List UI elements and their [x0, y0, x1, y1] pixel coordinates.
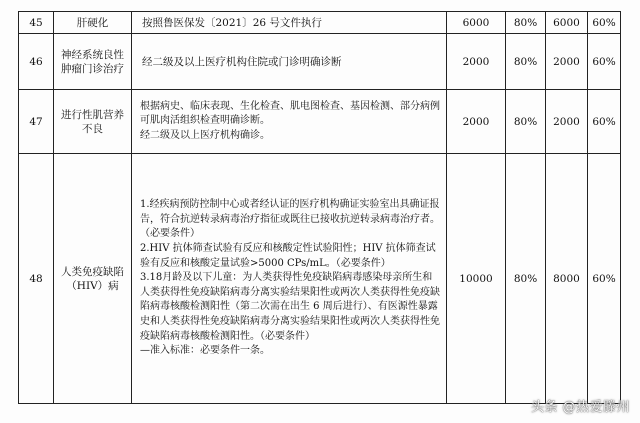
diagnosis-criteria: 按照鲁医保发〔2021〕26 号文件执行 — [132, 12, 447, 34]
table-row — [19, 12, 621, 34]
limit-amount-2: 8000 — [546, 154, 588, 404]
table-row — [19, 154, 621, 404]
reimburse-rate-2: 60% — [588, 34, 621, 90]
limit-amount-1: 2000 — [447, 34, 506, 90]
reimburse-rate-1: 80% — [506, 154, 546, 404]
row-number: 45 — [19, 12, 54, 34]
table-row — [19, 90, 621, 154]
disease-name: 人类免疫缺陷（HIV）病 — [54, 154, 132, 404]
row-number: 48 — [19, 154, 54, 404]
reimburse-rate-1: 80% — [506, 12, 546, 34]
limit-amount-2: 2000 — [546, 90, 588, 154]
reimburse-rate-1: 80% — [506, 90, 546, 154]
limit-amount-1: 6000 — [447, 12, 506, 34]
limit-amount-1: 2000 — [447, 90, 506, 154]
disease-name: 肝硬化 — [54, 12, 132, 34]
row-number: 47 — [19, 90, 54, 154]
reimburse-rate-2: 60% — [588, 154, 621, 404]
disease-criteria-table — [18, 11, 621, 404]
diagnosis-criteria: 根据病史、临床表现、生化检查、肌电图检查、基因检测、部分病例可肌肉活组织检查明确诊断。 经二级及以上医疗机构确诊。 — [132, 90, 447, 154]
disease-name: 进行性肌营养不良 — [54, 90, 132, 154]
reimburse-rate-2: 60% — [588, 12, 621, 34]
reimburse-rate-2: 60% — [588, 90, 621, 154]
diagnosis-criteria: 经二级及以上医疗机构住院或门诊明确诊断 — [132, 34, 447, 90]
disease-name: 神经系统良性肿瘤门诊治疗 — [54, 34, 132, 90]
watermark: 头条 @热爱滕州 — [530, 400, 630, 415]
limit-amount-1: 10000 — [447, 154, 506, 404]
limit-amount-2: 2000 — [546, 34, 588, 90]
diagnosis-criteria: 1.经疾病预防控制中心或者经认证的医疗机构确证实验室出具确证报告，符合抗逆转录病毒治疗指征或既往已接收抗逆转录病毒治疗者。（必要条件） 2.HIV 抗体筛查试验有反应和核酸定性试验阳性；HIV 抗体筛查试验有反应和核酸定量试验>5000 CPs/mL。（必要条件） 3.18月龄及以下儿童：为人类获得性免疫缺陷病毒感染母亲所生和人类获得性免疫缺陷病毒分离实验结果阳性或两次人类获得性免疫缺陷病毒核酸检测阳性（第二次需在出生 6 周后进行）、有医源性暴露史和人类获得性免疫缺陷病毒分离实验结果阳性或两次人类获得性免疫缺陷病毒核酸检测阳性。（必要条件） —准入标准：必要条件一条。 — [132, 154, 447, 404]
limit-amount-2: 6000 — [546, 12, 588, 34]
row-number: 46 — [19, 34, 54, 90]
table-row — [19, 34, 621, 90]
reimburse-rate-1: 80% — [506, 34, 546, 90]
